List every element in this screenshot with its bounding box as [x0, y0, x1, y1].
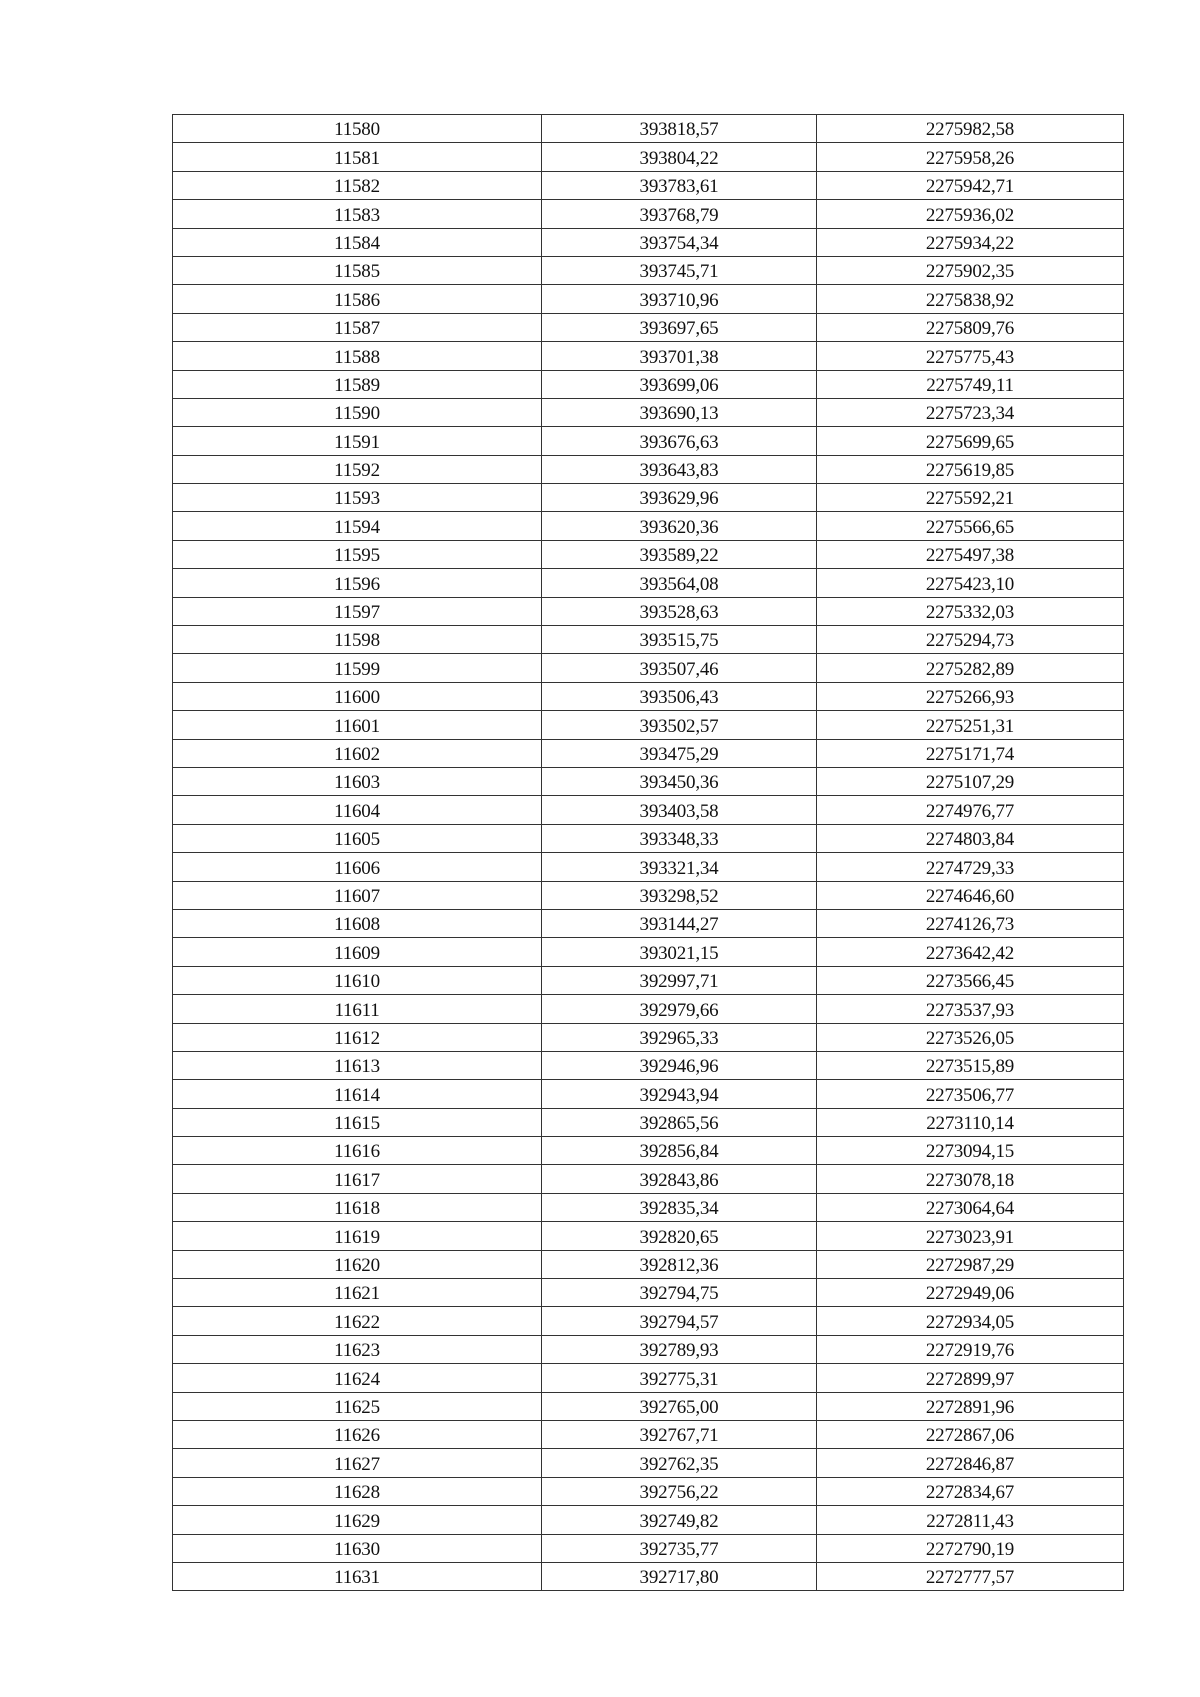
- point-number-cell: 11621: [173, 1279, 542, 1307]
- y-coordinate-cell: 2272790,19: [817, 1534, 1124, 1562]
- table-row: [173, 1222, 1124, 1250]
- table-row: [173, 1449, 1124, 1477]
- y-coordinate-cell: 2275171,74: [817, 739, 1124, 767]
- x-coordinate-cell: 393620,36: [542, 512, 817, 540]
- x-coordinate-cell: 393710,96: [542, 285, 817, 313]
- x-coordinate-cell: 393515,75: [542, 626, 817, 654]
- x-coordinate-cell: 392735,77: [542, 1534, 817, 1562]
- y-coordinate-cell: 2274803,84: [817, 824, 1124, 852]
- y-coordinate-cell: 2275566,65: [817, 512, 1124, 540]
- x-coordinate-cell: 393699,06: [542, 370, 817, 398]
- point-number-cell: 11590: [173, 398, 542, 426]
- x-coordinate-cell: 392756,22: [542, 1477, 817, 1505]
- coordinates-table: [172, 114, 1124, 1591]
- point-number-cell: 11606: [173, 853, 542, 881]
- x-coordinate-cell: 392775,31: [542, 1364, 817, 1392]
- point-number-cell: 11588: [173, 342, 542, 370]
- coordinates-table-body: [173, 115, 1124, 1591]
- y-coordinate-cell: 2275958,26: [817, 143, 1124, 171]
- x-coordinate-cell: 392812,36: [542, 1250, 817, 1278]
- point-number-cell: 11615: [173, 1108, 542, 1136]
- x-coordinate-cell: 393502,57: [542, 711, 817, 739]
- table-row: [173, 1137, 1124, 1165]
- point-number-cell: 11600: [173, 682, 542, 710]
- x-coordinate-cell: 393589,22: [542, 540, 817, 568]
- table-row: [173, 1250, 1124, 1278]
- x-coordinate-cell: 393506,43: [542, 682, 817, 710]
- point-number-cell: 11628: [173, 1477, 542, 1505]
- table-row: [173, 682, 1124, 710]
- table-row: [173, 115, 1124, 143]
- x-coordinate-cell: 393021,15: [542, 938, 817, 966]
- x-coordinate-cell: 392979,66: [542, 995, 817, 1023]
- x-coordinate-cell: 393144,27: [542, 909, 817, 937]
- table-row: [173, 1562, 1124, 1590]
- x-coordinate-cell: 393564,08: [542, 569, 817, 597]
- table-row: [173, 1023, 1124, 1051]
- point-number-cell: 11625: [173, 1392, 542, 1420]
- point-number-cell: 11586: [173, 285, 542, 313]
- y-coordinate-cell: 2272891,96: [817, 1392, 1124, 1420]
- y-coordinate-cell: 2275942,71: [817, 171, 1124, 199]
- table-row: [173, 853, 1124, 881]
- table-row: [173, 569, 1124, 597]
- y-coordinate-cell: 2275107,29: [817, 767, 1124, 795]
- y-coordinate-cell: 2275775,43: [817, 342, 1124, 370]
- table-row: [173, 767, 1124, 795]
- table-row: [173, 597, 1124, 625]
- point-number-cell: 11605: [173, 824, 542, 852]
- x-coordinate-cell: 393804,22: [542, 143, 817, 171]
- x-coordinate-cell: 393321,34: [542, 853, 817, 881]
- x-coordinate-cell: 392856,84: [542, 1137, 817, 1165]
- table-row: [173, 654, 1124, 682]
- x-coordinate-cell: 393643,83: [542, 455, 817, 483]
- y-coordinate-cell: 2272777,57: [817, 1562, 1124, 1590]
- table-row: [173, 171, 1124, 199]
- x-coordinate-cell: 393745,71: [542, 256, 817, 284]
- point-number-cell: 11591: [173, 427, 542, 455]
- y-coordinate-cell: 2275294,73: [817, 626, 1124, 654]
- point-number-cell: 11612: [173, 1023, 542, 1051]
- x-coordinate-cell: 392767,71: [542, 1420, 817, 1448]
- point-number-cell: 11596: [173, 569, 542, 597]
- point-number-cell: 11603: [173, 767, 542, 795]
- point-number-cell: 11601: [173, 711, 542, 739]
- x-coordinate-cell: 392765,00: [542, 1392, 817, 1420]
- y-coordinate-cell: 2275592,21: [817, 484, 1124, 512]
- y-coordinate-cell: 2273537,93: [817, 995, 1124, 1023]
- y-coordinate-cell: 2274646,60: [817, 881, 1124, 909]
- y-coordinate-cell: 2275497,38: [817, 540, 1124, 568]
- point-number-cell: 11613: [173, 1051, 542, 1079]
- x-coordinate-cell: 393676,63: [542, 427, 817, 455]
- x-coordinate-cell: 392762,35: [542, 1449, 817, 1477]
- x-coordinate-cell: 393629,96: [542, 484, 817, 512]
- point-number-cell: 11602: [173, 739, 542, 767]
- point-number-cell: 11620: [173, 1250, 542, 1278]
- point-number-cell: 11611: [173, 995, 542, 1023]
- x-coordinate-cell: 393298,52: [542, 881, 817, 909]
- table-row: [173, 995, 1124, 1023]
- y-coordinate-cell: 2275838,92: [817, 285, 1124, 313]
- x-coordinate-cell: 393690,13: [542, 398, 817, 426]
- point-number-cell: 11598: [173, 626, 542, 654]
- x-coordinate-cell: 392965,33: [542, 1023, 817, 1051]
- point-number-cell: 11582: [173, 171, 542, 199]
- table-row: [173, 966, 1124, 994]
- point-number-cell: 11631: [173, 1562, 542, 1590]
- y-coordinate-cell: 2275699,65: [817, 427, 1124, 455]
- x-coordinate-cell: 393818,57: [542, 115, 817, 143]
- point-number-cell: 11584: [173, 228, 542, 256]
- x-coordinate-cell: 392946,96: [542, 1051, 817, 1079]
- y-coordinate-cell: 2275619,85: [817, 455, 1124, 483]
- y-coordinate-cell: 2273110,14: [817, 1108, 1124, 1136]
- x-coordinate-cell: 393348,33: [542, 824, 817, 852]
- table-row: [173, 512, 1124, 540]
- x-coordinate-cell: 392794,75: [542, 1279, 817, 1307]
- point-number-cell: 11626: [173, 1420, 542, 1448]
- table-row: [173, 1193, 1124, 1221]
- x-coordinate-cell: 393475,29: [542, 739, 817, 767]
- y-coordinate-cell: 2275723,34: [817, 398, 1124, 426]
- y-coordinate-cell: 2275809,76: [817, 313, 1124, 341]
- y-coordinate-cell: 2275982,58: [817, 115, 1124, 143]
- y-coordinate-cell: 2275902,35: [817, 256, 1124, 284]
- table-row: [173, 1080, 1124, 1108]
- table-row: [173, 1420, 1124, 1448]
- point-number-cell: 11617: [173, 1165, 542, 1193]
- point-number-cell: 11583: [173, 200, 542, 228]
- table-row: [173, 1307, 1124, 1335]
- table-row: [173, 398, 1124, 426]
- x-coordinate-cell: 392820,65: [542, 1222, 817, 1250]
- point-number-cell: 11604: [173, 796, 542, 824]
- table-row: [173, 313, 1124, 341]
- x-coordinate-cell: 392789,93: [542, 1335, 817, 1363]
- y-coordinate-cell: 2275332,03: [817, 597, 1124, 625]
- x-coordinate-cell: 393783,61: [542, 171, 817, 199]
- table-row: [173, 1534, 1124, 1562]
- y-coordinate-cell: 2272811,43: [817, 1506, 1124, 1534]
- y-coordinate-cell: 2275251,31: [817, 711, 1124, 739]
- x-coordinate-cell: 392997,71: [542, 966, 817, 994]
- y-coordinate-cell: 2273566,45: [817, 966, 1124, 994]
- table-row: [173, 938, 1124, 966]
- y-coordinate-cell: 2274976,77: [817, 796, 1124, 824]
- table-row: [173, 626, 1124, 654]
- y-coordinate-cell: 2272934,05: [817, 1307, 1124, 1335]
- table-row: [173, 256, 1124, 284]
- y-coordinate-cell: 2272846,87: [817, 1449, 1124, 1477]
- y-coordinate-cell: 2273094,15: [817, 1137, 1124, 1165]
- x-coordinate-cell: 393768,79: [542, 200, 817, 228]
- point-number-cell: 11610: [173, 966, 542, 994]
- y-coordinate-cell: 2275423,10: [817, 569, 1124, 597]
- table-row: [173, 1165, 1124, 1193]
- point-number-cell: 11592: [173, 455, 542, 483]
- table-row: [173, 711, 1124, 739]
- point-number-cell: 11599: [173, 654, 542, 682]
- table-row: [173, 342, 1124, 370]
- point-number-cell: 11629: [173, 1506, 542, 1534]
- y-coordinate-cell: 2275936,02: [817, 200, 1124, 228]
- table-row: [173, 1392, 1124, 1420]
- point-number-cell: 11630: [173, 1534, 542, 1562]
- table-row: [173, 1477, 1124, 1505]
- y-coordinate-cell: 2273023,91: [817, 1222, 1124, 1250]
- table-row: [173, 455, 1124, 483]
- point-number-cell: 11597: [173, 597, 542, 625]
- table-row: [173, 540, 1124, 568]
- x-coordinate-cell: 393403,58: [542, 796, 817, 824]
- x-coordinate-cell: 393450,36: [542, 767, 817, 795]
- point-number-cell: 11627: [173, 1449, 542, 1477]
- y-coordinate-cell: 2273064,64: [817, 1193, 1124, 1221]
- point-number-cell: 11624: [173, 1364, 542, 1392]
- table-row: [173, 1279, 1124, 1307]
- table-row: [173, 909, 1124, 937]
- table-row: [173, 1506, 1124, 1534]
- point-number-cell: 11608: [173, 909, 542, 937]
- table-row: [173, 1364, 1124, 1392]
- x-coordinate-cell: 393701,38: [542, 342, 817, 370]
- y-coordinate-cell: 2272867,06: [817, 1420, 1124, 1448]
- y-coordinate-cell: 2275934,22: [817, 228, 1124, 256]
- x-coordinate-cell: 393697,65: [542, 313, 817, 341]
- table-row: [173, 824, 1124, 852]
- table-row: [173, 427, 1124, 455]
- point-number-cell: 11581: [173, 143, 542, 171]
- point-number-cell: 11594: [173, 512, 542, 540]
- y-coordinate-cell: 2273515,89: [817, 1051, 1124, 1079]
- point-number-cell: 11587: [173, 313, 542, 341]
- x-coordinate-cell: 393507,46: [542, 654, 817, 682]
- table-row: [173, 739, 1124, 767]
- x-coordinate-cell: 393528,63: [542, 597, 817, 625]
- y-coordinate-cell: 2273506,77: [817, 1080, 1124, 1108]
- table-row: [173, 1108, 1124, 1136]
- y-coordinate-cell: 2272834,67: [817, 1477, 1124, 1505]
- x-coordinate-cell: 392794,57: [542, 1307, 817, 1335]
- point-number-cell: 11609: [173, 938, 542, 966]
- table-row: [173, 228, 1124, 256]
- x-coordinate-cell: 392749,82: [542, 1506, 817, 1534]
- table-row: [173, 1335, 1124, 1363]
- point-number-cell: 11619: [173, 1222, 542, 1250]
- point-number-cell: 11593: [173, 484, 542, 512]
- y-coordinate-cell: 2275282,89: [817, 654, 1124, 682]
- x-coordinate-cell: 392843,86: [542, 1165, 817, 1193]
- table-row: [173, 881, 1124, 909]
- y-coordinate-cell: 2272949,06: [817, 1279, 1124, 1307]
- x-coordinate-cell: 393754,34: [542, 228, 817, 256]
- point-number-cell: 11616: [173, 1137, 542, 1165]
- x-coordinate-cell: 392865,56: [542, 1108, 817, 1136]
- point-number-cell: 11614: [173, 1080, 542, 1108]
- point-number-cell: 11585: [173, 256, 542, 284]
- point-number-cell: 11580: [173, 115, 542, 143]
- y-coordinate-cell: 2273078,18: [817, 1165, 1124, 1193]
- y-coordinate-cell: 2275266,93: [817, 682, 1124, 710]
- table-row: [173, 143, 1124, 171]
- y-coordinate-cell: 2272899,97: [817, 1364, 1124, 1392]
- point-number-cell: 11589: [173, 370, 542, 398]
- table-row: [173, 200, 1124, 228]
- point-number-cell: 11622: [173, 1307, 542, 1335]
- table-row: [173, 285, 1124, 313]
- x-coordinate-cell: 392717,80: [542, 1562, 817, 1590]
- x-coordinate-cell: 392835,34: [542, 1193, 817, 1221]
- table-row: [173, 370, 1124, 398]
- y-coordinate-cell: 2273526,05: [817, 1023, 1124, 1051]
- y-coordinate-cell: 2273642,42: [817, 938, 1124, 966]
- x-coordinate-cell: 392943,94: [542, 1080, 817, 1108]
- table-row: [173, 1051, 1124, 1079]
- point-number-cell: 11623: [173, 1335, 542, 1363]
- table-row: [173, 796, 1124, 824]
- point-number-cell: 11595: [173, 540, 542, 568]
- y-coordinate-cell: 2272987,29: [817, 1250, 1124, 1278]
- point-number-cell: 11607: [173, 881, 542, 909]
- y-coordinate-cell: 2274126,73: [817, 909, 1124, 937]
- point-number-cell: 11618: [173, 1193, 542, 1221]
- table-row: [173, 484, 1124, 512]
- y-coordinate-cell: 2275749,11: [817, 370, 1124, 398]
- y-coordinate-cell: 2274729,33: [817, 853, 1124, 881]
- y-coordinate-cell: 2272919,76: [817, 1335, 1124, 1363]
